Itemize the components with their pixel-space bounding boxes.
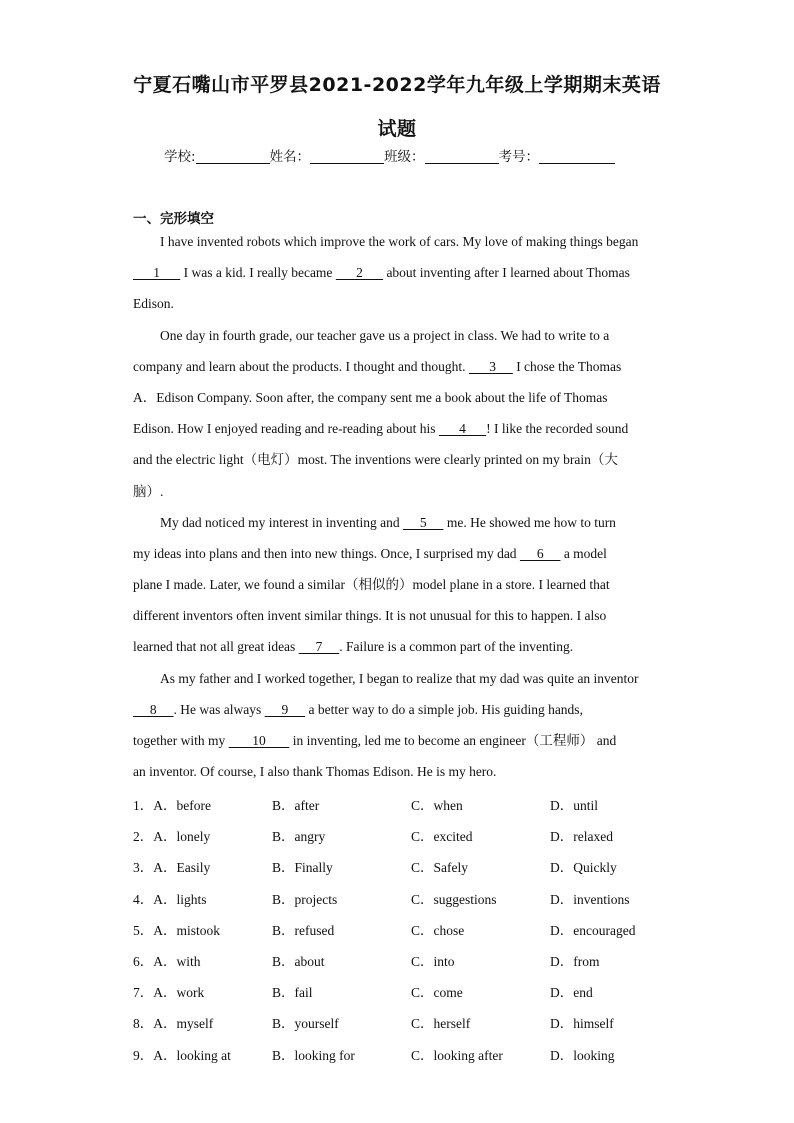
passage-line: Edison. [133, 296, 174, 312]
blank-3: 3 [468, 358, 513, 374]
school-blank[interactable] [196, 149, 270, 164]
passage-line: learned that not all great ideas 7 . Failure is a common part of the inventing. [133, 639, 574, 655]
option-d: D．Quickly [550, 860, 617, 876]
passage-line: together with my 10 in inventing, led me to become an engineer（工程师） and [133, 733, 617, 748]
option-b: B．yourself [272, 1016, 339, 1032]
passage-line: 脑）. [133, 483, 164, 499]
option-d: D．relaxed [550, 829, 613, 845]
exam-title-line2: 试题 [377, 118, 417, 140]
blank-8: 8 [133, 701, 174, 717]
option-row: 7．A．work B．fail C．come D．end [133, 977, 693, 1008]
option-row: 3．A．Easily B．Finally C．Safely D．Quickly [133, 852, 693, 883]
option-d: D．looking [550, 1047, 615, 1063]
passage-line: As my father and I worked together, I began to realize that my dad was quite an inventor [160, 670, 639, 686]
passage-line: One day in fourth grade, our teacher gave us a project in class. We had to write to a [160, 327, 610, 343]
exam-title-line1: 宁夏石嘴山市平罗县2021-2022学年九年级上学期期末英语 [133, 74, 661, 96]
blank-7: 7 [298, 639, 340, 655]
option-c: C．Safely [411, 860, 468, 876]
passage-line: and the electric light（电灯）most. The inventions were clearly printed on my brain（大 [133, 452, 618, 468]
passage-line: Edison. How I enjoyed reading and re-reading about his 4 ! I like the recorded sound [133, 421, 629, 437]
option-row: 5．A．mistook B．refused C．chose D．encouraged [133, 915, 693, 946]
option-d: D．from [550, 953, 600, 969]
school-label: 学校: [164, 149, 196, 165]
passage-line: 8 . He was always 9 a better way to do a simple job. His guiding hands, [133, 701, 583, 717]
option-d: D．himself [550, 1016, 614, 1032]
option-c: C．when [411, 798, 463, 813]
passage-line: plane I made. Later, we found a similar（相似的）model plane in a store. I learned that [133, 577, 610, 593]
passage-line: my ideas into plans and then into new things. Once, I surprised my dad 6 a model [133, 545, 607, 561]
passage-line: different inventors often invent similar things. It is not unusual for this to happen. I also [133, 608, 607, 624]
number-label: 考号： [498, 149, 540, 165]
name-label: 姓名： [269, 149, 311, 165]
blank-5: 5 [402, 514, 444, 530]
passage-line: an inventor. Of course, I also thank Thomas Edison. He is my hero. [133, 764, 497, 780]
option-row: 4．A．lights B．projects C．suggestions D．inventions [133, 884, 693, 915]
class-label: 班级： [384, 149, 425, 165]
blank-2: 2 [335, 265, 384, 281]
option-b: B．after [272, 798, 320, 813]
option-d: D．end [550, 985, 593, 1001]
option-c: C．herself [411, 1016, 471, 1032]
section-heading: 一、完形填空 [133, 211, 214, 227]
blank-10: 10 [228, 733, 290, 748]
option-row: 8．A．myself B．yourself C．herself D．himself [133, 1008, 693, 1039]
option-b: B．Finally [272, 860, 333, 876]
option-c: C．looking after [411, 1047, 503, 1063]
option-b: B．looking for [272, 1047, 355, 1063]
blank-6: 6 [519, 545, 561, 561]
passage-line: My dad noticed my interest in inventing and 5 me. He showed me how to turn [160, 514, 616, 530]
passage-line: 1 I was a kid. I really became 2 about inventing after I learned about Thomas [133, 265, 630, 281]
passage-line: I have invented robots which improve the work of cars. My love of making things began [160, 234, 639, 249]
blank-4: 4 [438, 421, 487, 437]
passage-line: A．Edison Company. Soon after, the company sent me a book about the life of Thomas [133, 389, 608, 405]
options-list [133, 790, 693, 1071]
option-c: C．chose [411, 922, 465, 938]
name-blank[interactable] [310, 149, 384, 164]
class-blank[interactable] [425, 149, 499, 164]
option-c: C．come [411, 985, 463, 1001]
option-d: D．encouraged [550, 922, 636, 938]
blank-1: 1 [133, 265, 181, 281]
option-row: 9．A．looking at B．looking for C．looking after D．looking [133, 1040, 693, 1071]
blank-9: 9 [264, 701, 306, 717]
option-b: B．about [272, 953, 325, 969]
option-b: B．angry [272, 829, 326, 845]
student-info-line [164, 145, 615, 165]
passage [133, 226, 663, 787]
option-b: B．fail [272, 985, 313, 1001]
option-c: C．excited [411, 829, 473, 845]
option-c: C．into [411, 953, 455, 969]
option-c: C．suggestions [411, 891, 497, 907]
option-b: B．projects [272, 891, 338, 907]
option-row: 6．A．with B．about C．into D．from [133, 946, 693, 977]
passage-line: company and learn about the products. I thought and thought. 3 I chose the Thomas [133, 358, 622, 374]
option-b: B．refused [272, 922, 335, 938]
option-row: 2．A．lonely B．angry C．excited D．relaxed [133, 821, 693, 852]
option-d: D．until [550, 798, 599, 813]
option-row: 1．A．before B．after C．when D．until [133, 790, 693, 821]
number-blank[interactable] [539, 149, 615, 164]
option-d: D．inventions [550, 891, 630, 907]
